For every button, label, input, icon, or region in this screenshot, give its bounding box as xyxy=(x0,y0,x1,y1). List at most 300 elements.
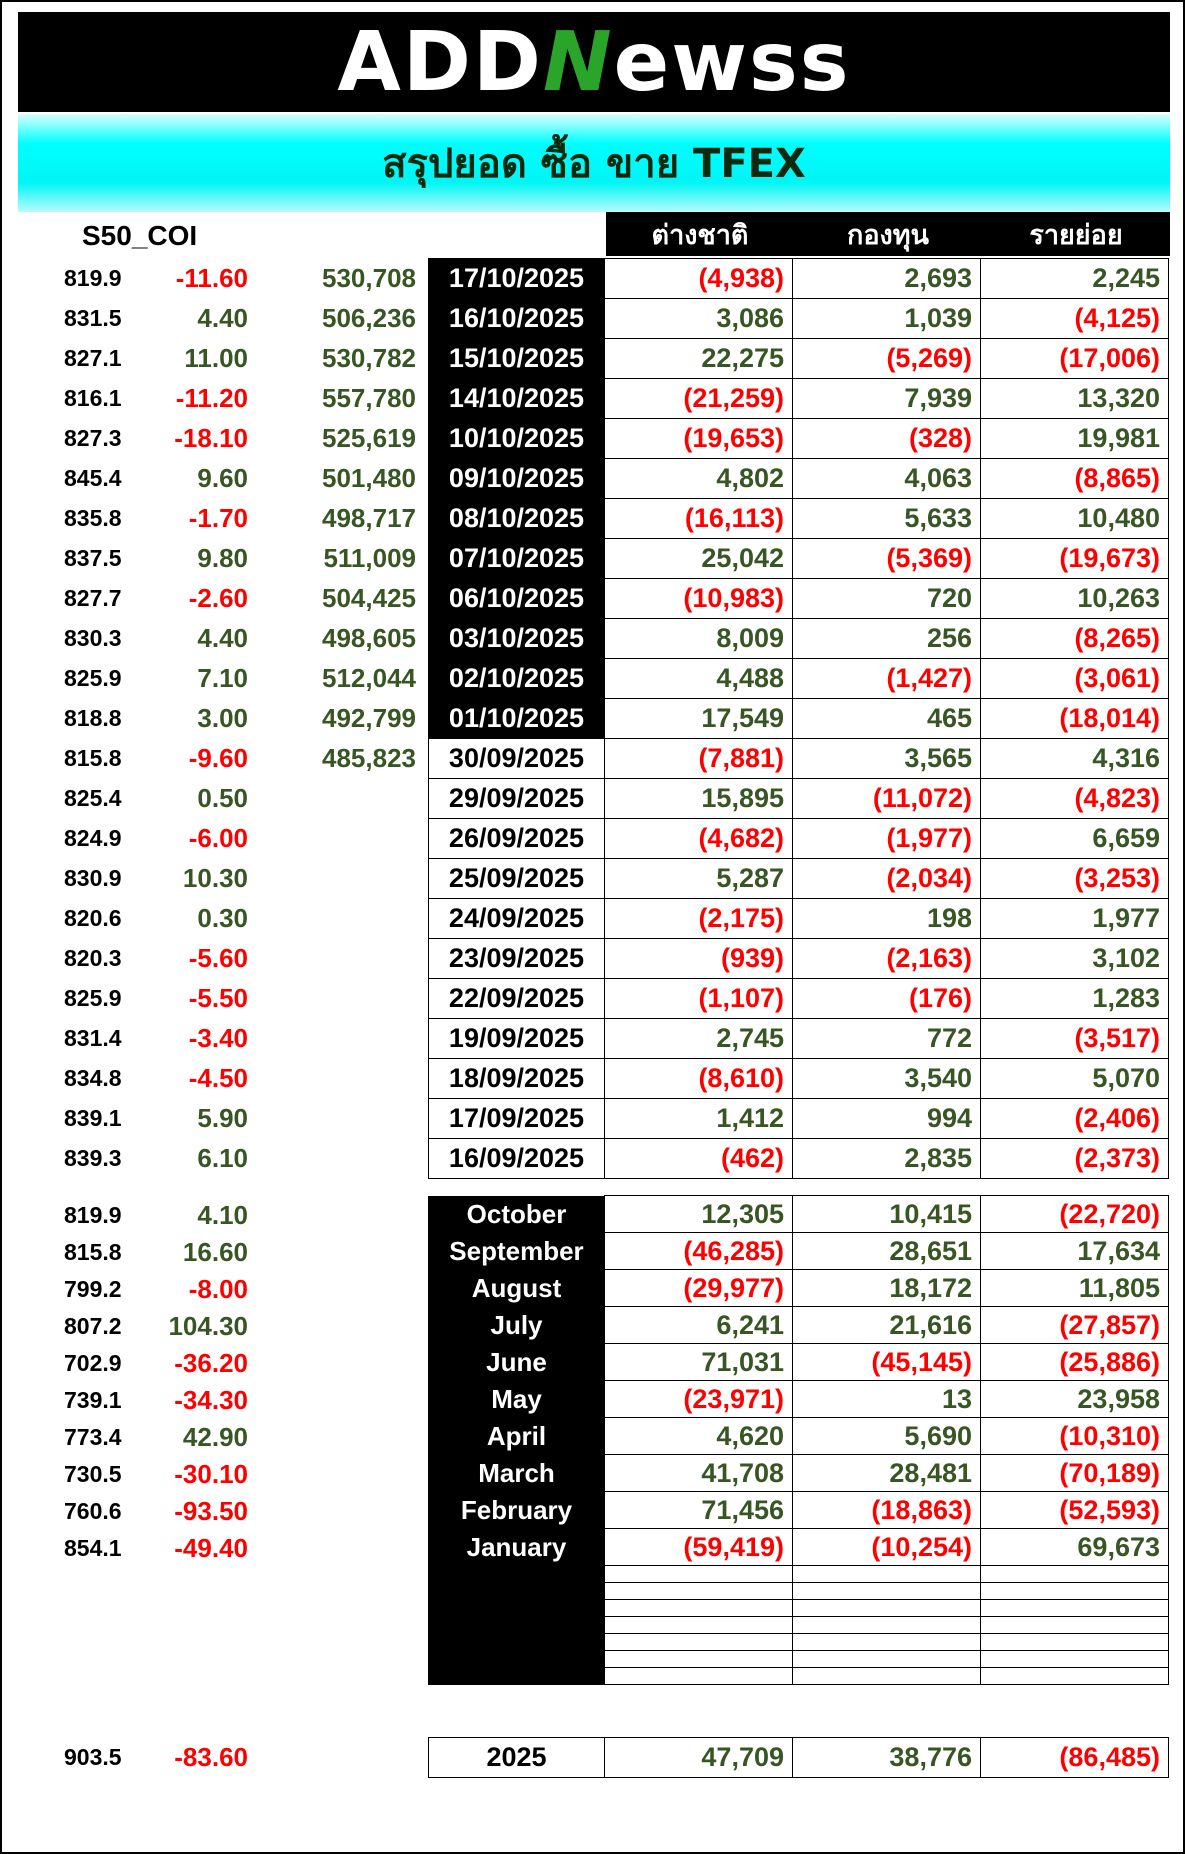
open-interest-value: 485,823 xyxy=(322,742,416,773)
s50-change-value: -83.60 xyxy=(174,1741,248,1772)
fund-value: 38,776 xyxy=(793,1738,981,1778)
retail-value: (3,061) xyxy=(981,659,1169,699)
open-interest-value: 530,708 xyxy=(322,262,416,293)
s50-change-value: -5.60 xyxy=(188,942,248,973)
left-row xyxy=(2,1271,432,1308)
s50-change-value: -4.50 xyxy=(188,1062,248,1093)
s50-index-value: 845.4 xyxy=(64,464,122,491)
left-row xyxy=(2,658,432,698)
left-row xyxy=(2,778,432,818)
s50-index-value: 815.8 xyxy=(64,1239,122,1265)
left-row xyxy=(2,378,432,418)
empty-cell xyxy=(605,1583,793,1600)
s50-change-value: 11.00 xyxy=(184,342,248,373)
date-cell: 03/10/2025 xyxy=(429,619,605,659)
daily-row xyxy=(429,659,1169,699)
date-cell: 16/09/2025 xyxy=(429,1139,605,1179)
monthly-row xyxy=(429,1455,1169,1492)
s50-index-value: 839.1 xyxy=(64,1104,122,1131)
open-interest-value: 492,799 xyxy=(322,702,416,733)
s50-index-value: 825.9 xyxy=(64,664,122,691)
left-row xyxy=(2,338,432,378)
left-row xyxy=(2,618,432,658)
left-row xyxy=(2,1308,432,1345)
empty-cell xyxy=(981,1617,1169,1634)
left-row xyxy=(2,738,432,778)
retail-value: 69,673 xyxy=(981,1529,1169,1566)
empty-cell xyxy=(793,1617,981,1634)
date-cell: 29/09/2025 xyxy=(429,779,605,819)
empty-cell xyxy=(793,1668,981,1685)
empty-month-cell xyxy=(429,1600,605,1617)
page-title: สรุปยอด ซื้อ ขาย TFEX xyxy=(382,141,806,187)
fund-value: (11,072) xyxy=(793,779,981,819)
s50-change-value: 5.90 xyxy=(197,1102,248,1133)
s50-index-value: 807.2 xyxy=(64,1313,122,1339)
foreign-value: 71,456 xyxy=(605,1492,793,1529)
foreign-value: 25,042 xyxy=(605,539,793,579)
foreign-value: (2,175) xyxy=(605,899,793,939)
retail-value: 1,977 xyxy=(981,899,1169,939)
foreign-value: (1,107) xyxy=(605,979,793,1019)
retail-value: (8,265) xyxy=(981,619,1169,659)
fund-value: 198 xyxy=(793,899,981,939)
s50-change-value: -3.40 xyxy=(188,1022,248,1053)
s50-change-value: -11.20 xyxy=(175,382,248,413)
left-row xyxy=(2,498,432,538)
retail-value: (2,406) xyxy=(981,1099,1169,1139)
column-header-fund: กองทุน xyxy=(794,212,982,256)
s50-change-value: -1.70 xyxy=(188,502,248,533)
date-cell: 01/10/2025 xyxy=(429,699,605,739)
s50-change-value: 42.90 xyxy=(182,1422,248,1452)
retail-value: 13,320 xyxy=(981,379,1169,419)
open-interest-value: 525,619 xyxy=(322,422,416,453)
left-row xyxy=(2,858,432,898)
monthly-table xyxy=(428,1195,1169,1685)
column-header-foreign: ต่างชาติ xyxy=(606,212,794,256)
left-row xyxy=(2,1493,432,1530)
foreign-value: 5,287 xyxy=(605,859,793,899)
s50-change-value: -9.60 xyxy=(188,742,248,773)
daily-row xyxy=(429,819,1169,859)
s50-index-value: 834.8 xyxy=(64,1064,122,1091)
month-cell: February xyxy=(429,1492,605,1529)
empty-month-cell xyxy=(429,1617,605,1634)
fund-value: 10,415 xyxy=(793,1196,981,1233)
empty-cell xyxy=(605,1651,793,1668)
retail-value: (70,189) xyxy=(981,1455,1169,1492)
foreign-value: 8,009 xyxy=(605,619,793,659)
month-cell: January xyxy=(429,1529,605,1566)
empty-cell xyxy=(605,1668,793,1685)
s50-index-value: 825.4 xyxy=(64,784,122,811)
s50-index-value: 730.5 xyxy=(64,1461,122,1487)
daily-row xyxy=(429,1139,1169,1179)
foreign-value: 71,031 xyxy=(605,1344,793,1381)
left-row xyxy=(2,818,432,858)
s50-change-value: -36.20 xyxy=(174,1348,248,1378)
left-row xyxy=(2,1345,432,1382)
s50-index-value: 827.3 xyxy=(64,424,122,451)
daily-row xyxy=(429,499,1169,539)
fund-value: 5,690 xyxy=(793,1418,981,1455)
empty-cell xyxy=(793,1651,981,1668)
fund-value: 1,039 xyxy=(793,299,981,339)
left-row xyxy=(2,938,432,978)
daily-row xyxy=(429,979,1169,1019)
foreign-value: 15,895 xyxy=(605,779,793,819)
empty-cell xyxy=(605,1600,793,1617)
date-cell: 23/09/2025 xyxy=(429,939,605,979)
empty-cell xyxy=(605,1566,793,1583)
s50-change-value: 104.30 xyxy=(168,1311,248,1341)
date-cell: 06/10/2025 xyxy=(429,579,605,619)
left-row xyxy=(2,1456,432,1493)
open-interest-value: 512,044 xyxy=(322,662,416,693)
month-cell: May xyxy=(429,1381,605,1418)
empty-month-cell xyxy=(429,1668,605,1685)
empty-cell xyxy=(981,1600,1169,1617)
date-cell: 02/10/2025 xyxy=(429,659,605,699)
date-cell: 16/10/2025 xyxy=(429,299,605,339)
empty-row xyxy=(429,1583,1169,1600)
s50-change-value: 0.50 xyxy=(197,782,248,813)
s50-index-value: 773.4 xyxy=(64,1424,122,1450)
s50-index-value: 830.9 xyxy=(64,864,122,891)
foreign-value: 41,708 xyxy=(605,1455,793,1492)
daily-row xyxy=(429,899,1169,939)
month-cell: March xyxy=(429,1455,605,1492)
foreign-value: 1,412 xyxy=(605,1099,793,1139)
s50-index-value: 702.9 xyxy=(64,1350,122,1376)
retail-value: (18,014) xyxy=(981,699,1169,739)
retail-value: (10,310) xyxy=(981,1418,1169,1455)
s50-index-value: 831.5 xyxy=(64,304,122,331)
left-row xyxy=(2,1737,432,1777)
fund-value: 2,693 xyxy=(793,259,981,299)
foreign-value: (59,419) xyxy=(605,1529,793,1566)
fund-value: 28,481 xyxy=(793,1455,981,1492)
empty-cell xyxy=(981,1583,1169,1600)
fund-value: 3,565 xyxy=(793,739,981,779)
fund-value: 18,172 xyxy=(793,1270,981,1307)
empty-row xyxy=(429,1617,1169,1634)
yearly-table xyxy=(428,1737,1169,1778)
retail-value: (86,485) xyxy=(981,1738,1169,1778)
s50-change-value: -49.40 xyxy=(174,1533,248,1563)
monthly-row xyxy=(429,1529,1169,1566)
foreign-value: (462) xyxy=(605,1139,793,1179)
left-row xyxy=(2,578,432,618)
month-cell: July xyxy=(429,1307,605,1344)
monthly-row xyxy=(429,1307,1169,1344)
foreign-value: 3,086 xyxy=(605,299,793,339)
retail-value: (52,593) xyxy=(981,1492,1169,1529)
s50-index-value: 837.5 xyxy=(64,544,122,571)
s50-change-value: 9.60 xyxy=(197,462,248,493)
foreign-value: (939) xyxy=(605,939,793,979)
fund-value: (1,977) xyxy=(793,819,981,859)
open-interest-value: 501,480 xyxy=(322,462,416,493)
fund-value: 772 xyxy=(793,1019,981,1059)
retail-value: 6,659 xyxy=(981,819,1169,859)
open-interest-value: 506,236 xyxy=(322,302,416,333)
s50-index-value: 854.1 xyxy=(64,1535,122,1561)
date-cell: 09/10/2025 xyxy=(429,459,605,499)
retail-value: 10,263 xyxy=(981,579,1169,619)
left-row xyxy=(2,538,432,578)
retail-value: (17,006) xyxy=(981,339,1169,379)
s50-index-value: 830.3 xyxy=(64,624,122,651)
monthly-row xyxy=(429,1418,1169,1455)
fund-value: (5,369) xyxy=(793,539,981,579)
fund-value: (18,863) xyxy=(793,1492,981,1529)
retail-value: 5,070 xyxy=(981,1059,1169,1099)
date-cell: 26/09/2025 xyxy=(429,819,605,859)
fund-value: 994 xyxy=(793,1099,981,1139)
retail-value: (22,720) xyxy=(981,1196,1169,1233)
open-interest-value: 530,782 xyxy=(322,342,416,373)
date-cell: 30/09/2025 xyxy=(429,739,605,779)
s50-index-value: 831.4 xyxy=(64,1024,122,1051)
coi-label: S50_COI xyxy=(82,220,198,251)
s50-change-value: -30.10 xyxy=(174,1459,248,1489)
left-row xyxy=(2,1058,432,1098)
foreign-value: (4,938) xyxy=(605,259,793,299)
daily-table xyxy=(428,258,1169,1179)
left-row xyxy=(2,418,432,458)
foreign-value: 12,305 xyxy=(605,1196,793,1233)
s50-change-value: 4.40 xyxy=(197,622,248,653)
s50-change-value: 7.10 xyxy=(197,662,248,693)
daily-row xyxy=(429,539,1169,579)
fund-value: (176) xyxy=(793,979,981,1019)
foreign-value: 22,275 xyxy=(605,339,793,379)
date-cell: 19/09/2025 xyxy=(429,1019,605,1059)
month-cell: June xyxy=(429,1344,605,1381)
daily-row xyxy=(429,1019,1169,1059)
monthly-row xyxy=(429,1344,1169,1381)
date-cell: 25/09/2025 xyxy=(429,859,605,899)
empty-cell xyxy=(605,1617,793,1634)
foreign-value: 2,745 xyxy=(605,1019,793,1059)
empty-month-cell xyxy=(429,1583,605,1600)
retail-value: (3,253) xyxy=(981,859,1169,899)
date-cell: 08/10/2025 xyxy=(429,499,605,539)
month-cell: April xyxy=(429,1418,605,1455)
s50-change-value: 3.00 xyxy=(197,702,248,733)
daily-row xyxy=(429,339,1169,379)
empty-cell xyxy=(981,1634,1169,1651)
s50-index-value: 903.5 xyxy=(64,1743,122,1770)
empty-row xyxy=(429,1634,1169,1651)
s50-index-value: 820.3 xyxy=(64,944,122,971)
monthly-row xyxy=(429,1196,1169,1233)
daily-row xyxy=(429,939,1169,979)
daily-row xyxy=(429,779,1169,819)
s50-change-value: -93.50 xyxy=(174,1496,248,1526)
foreign-value: (7,881) xyxy=(605,739,793,779)
daily-row xyxy=(429,699,1169,739)
date-cell: 18/09/2025 xyxy=(429,1059,605,1099)
left-row xyxy=(2,1234,432,1271)
monthly-row xyxy=(429,1492,1169,1529)
fund-value: 7,939 xyxy=(793,379,981,419)
foreign-value: (16,113) xyxy=(605,499,793,539)
foreign-value: 4,488 xyxy=(605,659,793,699)
left-row xyxy=(2,298,432,338)
column-header-retail: รายย่อย xyxy=(982,212,1170,256)
fund-value: 3,540 xyxy=(793,1059,981,1099)
empty-month-cell xyxy=(429,1651,605,1668)
empty-cell xyxy=(793,1583,981,1600)
empty-cell xyxy=(793,1600,981,1617)
monthly-row xyxy=(429,1233,1169,1270)
s50-index-value: 827.1 xyxy=(64,344,122,371)
left-row xyxy=(2,978,432,1018)
left-row xyxy=(2,1530,432,1567)
fund-value: 720 xyxy=(793,579,981,619)
fund-value: 21,616 xyxy=(793,1307,981,1344)
left-row xyxy=(2,1098,432,1138)
brand-logo: ADDNewss xyxy=(337,14,851,110)
s50-change-value: 16.60 xyxy=(182,1237,248,1267)
empty-month-cell xyxy=(429,1566,605,1583)
empty-cell xyxy=(793,1566,981,1583)
left-row xyxy=(2,1382,432,1419)
foreign-value: (10,983) xyxy=(605,579,793,619)
left-row xyxy=(2,258,432,298)
left-row xyxy=(2,1419,432,1456)
s50-change-value: 6.10 xyxy=(197,1142,248,1173)
month-cell: September xyxy=(429,1233,605,1270)
header-bar xyxy=(18,12,1170,112)
retail-value: 19,981 xyxy=(981,419,1169,459)
date-cell: 17/10/2025 xyxy=(429,259,605,299)
date-cell: 15/10/2025 xyxy=(429,339,605,379)
foreign-value: 47,709 xyxy=(605,1738,793,1778)
left-row xyxy=(2,458,432,498)
open-interest-value: 511,009 xyxy=(323,542,416,573)
fund-value: 465 xyxy=(793,699,981,739)
daily-row xyxy=(429,1059,1169,1099)
empty-row xyxy=(429,1600,1169,1617)
fund-value: 5,633 xyxy=(793,499,981,539)
left-row xyxy=(2,898,432,938)
empty-cell xyxy=(981,1566,1169,1583)
daily-row xyxy=(429,299,1169,339)
foreign-value: 4,802 xyxy=(605,459,793,499)
retail-value: (25,886) xyxy=(981,1344,1169,1381)
empty-cell xyxy=(981,1668,1169,1685)
daily-row xyxy=(429,619,1169,659)
daily-row xyxy=(429,379,1169,419)
date-cell: 14/10/2025 xyxy=(429,379,605,419)
daily-row xyxy=(429,579,1169,619)
daily-row xyxy=(429,459,1169,499)
fund-value: (1,427) xyxy=(793,659,981,699)
daily-row xyxy=(429,419,1169,459)
left-row xyxy=(2,698,432,738)
monthly-row xyxy=(429,1381,1169,1418)
foreign-value: 4,620 xyxy=(605,1418,793,1455)
open-interest-value: 498,605 xyxy=(322,622,416,653)
open-interest-value: 504,425 xyxy=(322,582,416,613)
s50-index-value: 835.8 xyxy=(64,504,122,531)
retail-value: 11,805 xyxy=(981,1270,1169,1307)
empty-cell xyxy=(605,1634,793,1651)
s50-change-value: -34.30 xyxy=(174,1385,248,1415)
s50-index-value: 824.9 xyxy=(64,824,122,851)
fund-value: (2,163) xyxy=(793,939,981,979)
fund-value: 2,835 xyxy=(793,1139,981,1179)
retail-value: 23,958 xyxy=(981,1381,1169,1418)
s50-change-value: 9.80 xyxy=(197,542,248,573)
s50-index-value: 825.9 xyxy=(64,984,122,1011)
foreign-value: (8,610) xyxy=(605,1059,793,1099)
date-cell: 10/10/2025 xyxy=(429,419,605,459)
fund-value: (10,254) xyxy=(793,1529,981,1566)
month-cell: August xyxy=(429,1270,605,1307)
date-cell: 22/09/2025 xyxy=(429,979,605,1019)
s50-index-value: 815.8 xyxy=(64,744,122,771)
s50-index-value: 739.1 xyxy=(64,1387,122,1413)
empty-cell xyxy=(981,1651,1169,1668)
open-interest-value: 498,717 xyxy=(322,502,416,533)
year-cell: 2025 xyxy=(429,1738,605,1778)
s50-change-value: -6.00 xyxy=(188,822,248,853)
foreign-value: (21,259) xyxy=(605,379,793,419)
daily-row xyxy=(429,259,1169,299)
monthly-row xyxy=(429,1270,1169,1307)
fund-value: (5,269) xyxy=(793,339,981,379)
retail-value: 3,102 xyxy=(981,939,1169,979)
fund-value: 28,651 xyxy=(793,1233,981,1270)
s50-index-value: 820.6 xyxy=(64,904,122,931)
title-banner xyxy=(18,114,1170,212)
foreign-value: 6,241 xyxy=(605,1307,793,1344)
s50-change-value: 4.40 xyxy=(197,302,248,333)
fund-value: (328) xyxy=(793,419,981,459)
s50-index-value: 818.8 xyxy=(64,704,122,731)
foreign-value: (29,977) xyxy=(605,1270,793,1307)
s50-index-value: 799.2 xyxy=(64,1276,122,1302)
empty-row xyxy=(429,1668,1169,1685)
retail-value: (4,125) xyxy=(981,299,1169,339)
month-cell: October xyxy=(429,1196,605,1233)
empty-row xyxy=(429,1651,1169,1668)
fund-value: (2,034) xyxy=(793,859,981,899)
s50-index-value: 819.9 xyxy=(64,1202,122,1228)
s50-index-value: 816.1 xyxy=(64,384,122,411)
s50-change-value: -11.60 xyxy=(175,262,248,293)
daily-row xyxy=(429,859,1169,899)
fund-value: 256 xyxy=(793,619,981,659)
empty-month-cell xyxy=(429,1634,605,1651)
retail-value: 10,480 xyxy=(981,499,1169,539)
left-row xyxy=(2,1197,432,1234)
fund-value: 4,063 xyxy=(793,459,981,499)
foreign-value: (46,285) xyxy=(605,1233,793,1270)
s50-index-value: 827.7 xyxy=(64,584,122,611)
fund-value: (45,145) xyxy=(793,1344,981,1381)
s50-index-value: 839.3 xyxy=(64,1144,122,1171)
retail-value: (19,673) xyxy=(981,539,1169,579)
retail-value: (3,517) xyxy=(981,1019,1169,1059)
empty-cell xyxy=(793,1634,981,1651)
date-cell: 17/09/2025 xyxy=(429,1099,605,1139)
